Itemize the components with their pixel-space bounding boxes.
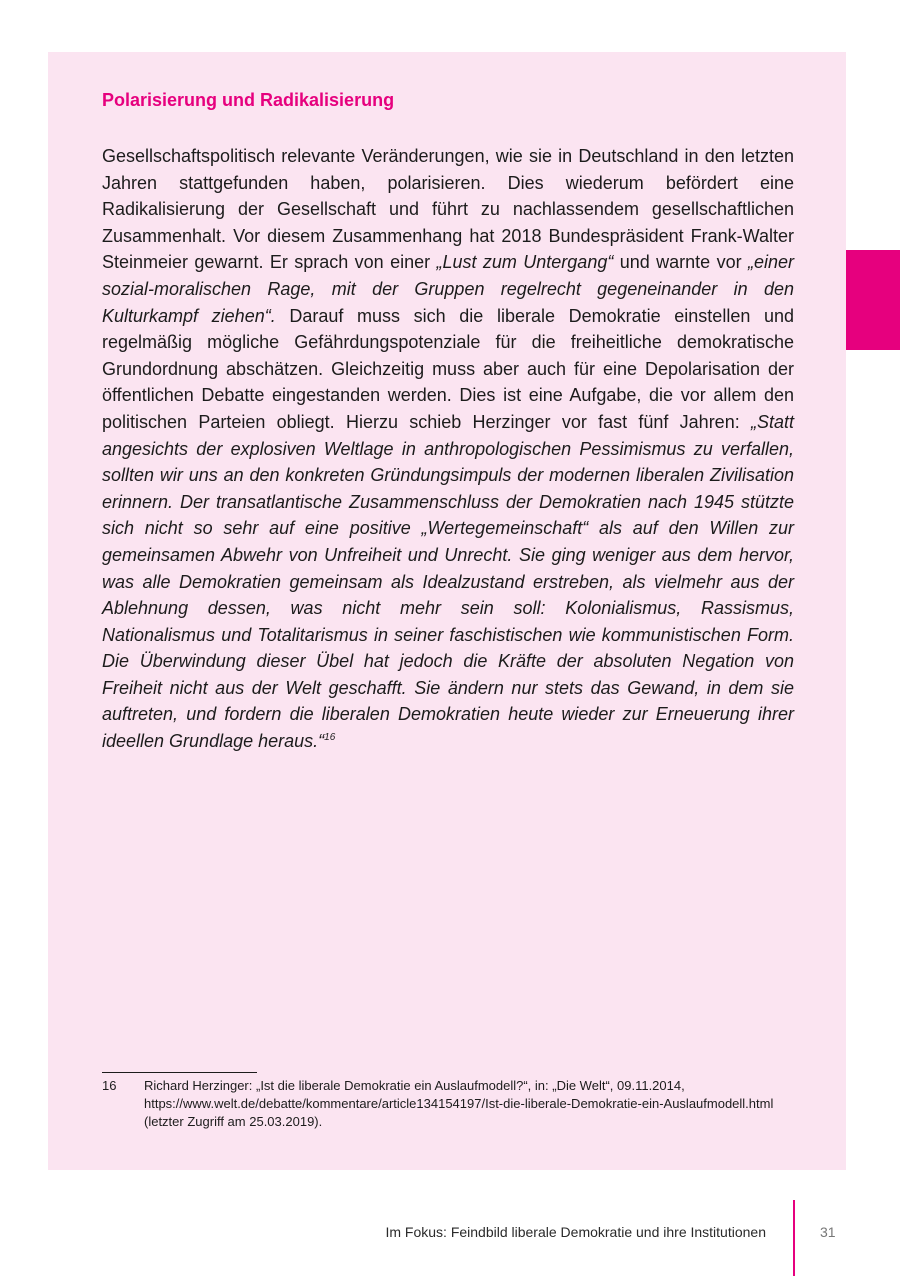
body-paragraph xyxy=(102,143,794,755)
paragraph-text-3: Darauf muss sich die liberale Demokratie einstellen und regelmäßig mögliche Gefährdungspotenziale für die freiheitliche demokratische Grundordnung abschätzen. Gleichzeitig muss aber auch für eine Depolarisation der öffentlichen Debatte eingestanden werden. Dies ist eine Aufgabe, die vor allem den politischen Parteien obliegt. Hierzu schieb Herzinger vor fast fünf Jahren: xyxy=(102,305,795,432)
footnote-reference[interactable]: 16 xyxy=(324,732,336,744)
footnote xyxy=(102,1077,792,1131)
chapter-marker-tab xyxy=(846,250,900,350)
footer-title: Im Fokus: Feindbild liberale Demokratie und ihre Institutionen xyxy=(385,1224,766,1240)
footer-divider xyxy=(793,1200,795,1276)
quote-herzinger: „Statt angesichts der explosiven Weltlage in anthropologischen Pessimismus zu verfallen, sollten wir uns an den konkreten Gründungsimpuls der modernen liberalen Zivilisation erinnern. Der transatlantische Zusammenschluss der Demokratien nach 1945 stützte sich nicht so sehr auf eine positive „Wertegemeinschaft“ als auf den Willen zur gemeinsamen Abwehr von Unfreiheit und Unrecht. Sie ging weniger aus dem hervor, was alle Demokratien gemeinsam als Idealzustand erstreben, als vielmehr aus der Ablehnung dessen, was nicht mehr sein soll: Kolonialismus, Rassismus, Nationalismus und Totalitarismus in seiner faschistischen wie kommunistischen Form. Die Überwindung dieser Übel hat jedoch die Kräfte der absoluten Negation von Freiheit nicht aus der Welt geschafft. Sie ändern nur stets das Gewand, in dem sie auftreten, und fordern die liberalen Demokratien heute wieder zur Erneuerung ihrer ideellen Grundlage heraus.“ xyxy=(102,411,794,752)
paragraph-text-1: Gesellschaftspolitisch relevante Veränderungen, wie sie in Deutschland in den letzten Jahren stattgefunden haben, polarisieren. Dies wiederum befördert eine Radikalisierung der Gesellschaft und führt zu nachlassendem gesellschaftlichen Zusammenhalt. Vor diesem Zusammenhang hat 2018 Bundespräsident Frank-Walter Steinmeier gewarnt. Er sprach von einer xyxy=(102,146,794,273)
section-heading: Polarisierung und Radikalisierung xyxy=(102,90,395,110)
footnote-divider xyxy=(102,1072,257,1073)
page-number: 31 xyxy=(820,1224,836,1240)
footnote-text: Richard Herzinger: „Ist die liberale Demokratie ein Auslaufmodell?“, in: „Die Welt“, 09.11.2014, https://www.welt.de/debatte/kommentare/article134154197/Ist-die-liberale-Demokratie-ein-Auslaufmodell.html (letzter Zugriff am 25.03.2019). xyxy=(144,1078,774,1129)
paragraph-text-2: und warnte vor xyxy=(613,252,748,273)
footnote-number: 16 xyxy=(102,1078,117,1093)
quote-lust-zum-untergang: „Lust zum Untergang“ xyxy=(436,252,614,273)
quote-steinmeier-rage: „einer sozial-moralischen Rage, mit der Gruppen regelrecht gegeneinander in den Kulturkampf ziehen“. xyxy=(102,252,794,326)
